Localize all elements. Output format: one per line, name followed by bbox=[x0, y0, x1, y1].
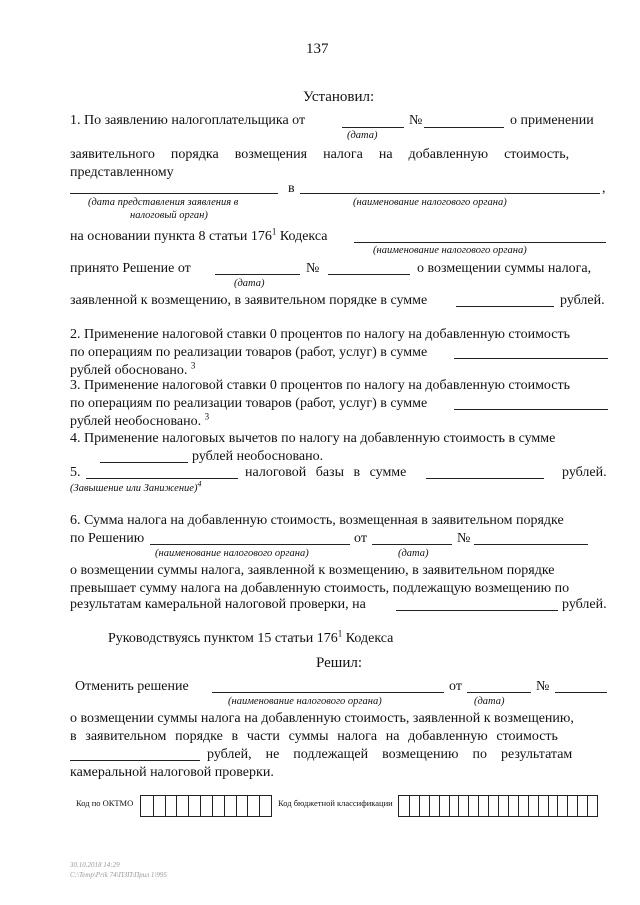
guided-by bbox=[108, 628, 394, 646]
code-cell-divider bbox=[165, 796, 166, 816]
p1-line6-b: о возмещении суммы налога, bbox=[417, 261, 592, 276]
p1-date-field[interactable] bbox=[342, 127, 404, 128]
code-cell-divider bbox=[548, 796, 549, 816]
p6-caption-date: (дата) bbox=[398, 548, 429, 559]
p3-line3-text: рублей необосновано. bbox=[70, 414, 202, 429]
p6-line3: о возмещении суммы налога, заявленной к возмещению, в заявительном порядке bbox=[70, 563, 555, 578]
decision-caption-date: (дата) bbox=[474, 696, 505, 707]
decision-line1-a: Отменить решение bbox=[75, 679, 189, 694]
decision-caption-tax-authority: (наименование налогового органа) bbox=[228, 696, 382, 707]
guided-text-a: Руководствуясь пунктом 15 статьи 176 bbox=[108, 631, 338, 646]
p6-line5-b: рублей. bbox=[562, 597, 607, 612]
p5-caption-text: (Завышение или Занижение) bbox=[70, 483, 198, 494]
p2-line3-text: рублей обосновано. bbox=[70, 363, 188, 378]
p6-tax-authority-field[interactable] bbox=[150, 544, 350, 545]
p1-v: в bbox=[288, 181, 295, 196]
p1-line7-a: заявленной к возмещению, в заявительном порядке в сумме bbox=[70, 293, 428, 308]
p1-line6-no: № bbox=[306, 261, 320, 276]
p4-line2: рублей необосновано. bbox=[192, 449, 324, 464]
kbk-label: Код бюджетной классификации bbox=[278, 798, 393, 808]
decision-line5: камеральной налоговой проверки. bbox=[70, 765, 274, 780]
code-cell-divider bbox=[488, 796, 489, 816]
code-cell-divider bbox=[259, 796, 260, 816]
p1-line5-sup: 1 bbox=[271, 226, 277, 237]
p3-line1: 3. Применение налоговой ставки 0 процентов по налогу на добавленную стоимость bbox=[70, 378, 571, 393]
code-cell-divider bbox=[236, 796, 237, 816]
p6-line1: 6. Сумма налога на добавленную стоимость, возмещенная в заявительном порядке bbox=[70, 513, 564, 528]
p5-text-b: рублей. bbox=[562, 465, 607, 480]
decision-ot: от bbox=[449, 679, 462, 694]
p5-amount-field[interactable] bbox=[426, 478, 544, 479]
p6-date-field[interactable] bbox=[372, 544, 452, 545]
p5-text-a: налоговой базы в сумме bbox=[245, 465, 407, 480]
code-cell-divider bbox=[409, 796, 410, 816]
guided-text-b: Кодекса bbox=[342, 631, 394, 646]
p1-basis-tax-authority-field[interactable] bbox=[354, 242, 606, 243]
code-cell-divider bbox=[153, 796, 154, 816]
code-cell-divider bbox=[200, 796, 201, 816]
oktmo-cells[interactable] bbox=[140, 795, 272, 817]
p6-number-field[interactable] bbox=[474, 544, 588, 545]
p5-sup: 4 bbox=[197, 479, 202, 489]
p3-amount-field[interactable] bbox=[454, 409, 608, 410]
p1-line2: заявительного порядка возмещения налога на добавленную стоимость, bbox=[70, 147, 570, 162]
p1-decision-date-field[interactable] bbox=[215, 274, 300, 275]
code-cell-divider bbox=[538, 796, 539, 816]
code-cell-divider bbox=[528, 796, 529, 816]
code-cell-divider bbox=[577, 796, 578, 816]
heading-decided: Решил: bbox=[316, 655, 363, 671]
p2-line1: 2. Применение налоговой ставки 0 процентов по налогу на добавленную стоимость bbox=[70, 327, 571, 342]
p1-caption-tax-authority-2: (наименование налогового органа) bbox=[373, 245, 527, 256]
p1-line5-a: на основании пункта 8 статьи 176 bbox=[70, 229, 272, 244]
p3-line3 bbox=[70, 411, 210, 429]
decision-amount-field[interactable] bbox=[70, 760, 200, 761]
p2-amount-field[interactable] bbox=[454, 358, 608, 359]
p1-line5 bbox=[70, 226, 328, 244]
decision-line3: в заявительном порядке в части суммы налога на добавленную стоимость bbox=[70, 729, 558, 744]
decision-date-field[interactable] bbox=[467, 692, 531, 693]
footer-timestamp: 30.10.2018 14:29 bbox=[70, 861, 120, 869]
code-cell-divider bbox=[498, 796, 499, 816]
p1-caption-date: (дата) bbox=[347, 130, 378, 141]
code-cell-divider bbox=[247, 796, 248, 816]
p1-caption-submit-date-2: налоговый орган) bbox=[130, 210, 208, 221]
code-cell-divider bbox=[567, 796, 568, 816]
code-cell-divider bbox=[468, 796, 469, 816]
guided-sup: 1 bbox=[337, 628, 343, 639]
decision-number-field[interactable] bbox=[555, 692, 607, 693]
p1-line3: представленному bbox=[70, 165, 174, 180]
p6-line4: превышает сумму налога на добавленную стоимость, подлежащую возмещению по bbox=[70, 581, 570, 596]
kbk-cells[interactable] bbox=[398, 795, 598, 817]
p1-line1-a: 1. По заявлению налогоплательщика от bbox=[70, 113, 306, 128]
p1-line1-b: о применении bbox=[510, 113, 594, 128]
code-cell-divider bbox=[439, 796, 440, 816]
p5-num: 5. bbox=[70, 465, 81, 480]
p1-number-field[interactable] bbox=[424, 127, 504, 128]
p6-line2-a: по Решению bbox=[70, 531, 145, 546]
p2-line3 bbox=[70, 360, 196, 378]
p1-line6-a: принято Решение от bbox=[70, 261, 191, 276]
page-number: 137 bbox=[306, 41, 329, 57]
p1-submit-date-field[interactable] bbox=[70, 193, 278, 194]
code-cell-divider bbox=[188, 796, 189, 816]
decision-line4-b: рублей, не подлежащей возмещению по результатам bbox=[207, 747, 573, 762]
code-cell-divider bbox=[508, 796, 509, 816]
code-cell-divider bbox=[449, 796, 450, 816]
decision-line2: о возмещении суммы налога на добавленную стоимость, заявленной к возмещению, bbox=[70, 711, 574, 726]
code-cell-divider bbox=[429, 796, 430, 816]
code-cell-divider bbox=[419, 796, 420, 816]
p3-line2: по операциям по реализации товаров (работ, услуг) в сумме bbox=[70, 396, 428, 411]
p6-ot: от bbox=[354, 531, 367, 546]
decision-tax-authority-field[interactable] bbox=[212, 692, 444, 693]
code-cell-divider bbox=[212, 796, 213, 816]
p4-amount-field[interactable] bbox=[100, 462, 188, 463]
code-cell-divider bbox=[224, 796, 225, 816]
code-cell-divider bbox=[557, 796, 558, 816]
p1-caption-tax-authority: (наименование налогового органа) bbox=[353, 197, 507, 208]
p1-tax-authority-field[interactable] bbox=[300, 193, 600, 194]
p5-type-field[interactable] bbox=[86, 478, 238, 479]
p3-sup: 3 bbox=[204, 411, 210, 422]
code-cell-divider bbox=[458, 796, 459, 816]
code-cell-divider bbox=[587, 796, 588, 816]
code-cell-divider bbox=[478, 796, 479, 816]
code-cell-divider bbox=[176, 796, 177, 816]
p1-line5-b: Кодекса bbox=[276, 229, 328, 244]
footer-path: C:\Temp\Prik 74\ПЗП\Прил 1\995 bbox=[70, 871, 167, 879]
p6-amount-field[interactable] bbox=[396, 610, 558, 611]
p6-caption-tax-authority: (наименование налогового органа) bbox=[155, 548, 309, 559]
p1-amount-field[interactable] bbox=[456, 306, 554, 307]
heading-established: Установил: bbox=[303, 89, 375, 105]
p5-caption bbox=[70, 479, 202, 495]
code-cell-divider bbox=[518, 796, 519, 816]
p1-comma: , bbox=[602, 181, 606, 196]
p1-decision-number-field[interactable] bbox=[328, 274, 410, 275]
oktmo-label: Код по ОКТМО bbox=[76, 798, 134, 808]
p2-line2: по операциям по реализации товаров (работ, услуг) в сумме bbox=[70, 345, 428, 360]
p1-no-sign: № bbox=[409, 113, 423, 128]
p2-sup: 3 bbox=[190, 360, 196, 371]
p6-line5-a: результатам камеральной налоговой проверки, на bbox=[70, 597, 366, 612]
p6-no: № bbox=[457, 531, 471, 546]
decision-no: № bbox=[536, 679, 550, 694]
p1-caption-submit-date-1: (дата представления заявления в bbox=[88, 197, 239, 208]
p4-line1: 4. Применение налоговых вычетов по налогу на добавленную стоимость в сумме bbox=[70, 431, 556, 446]
p1-caption-date-2: (дата) bbox=[234, 278, 265, 289]
p1-line7-b: рублей. bbox=[560, 293, 605, 308]
